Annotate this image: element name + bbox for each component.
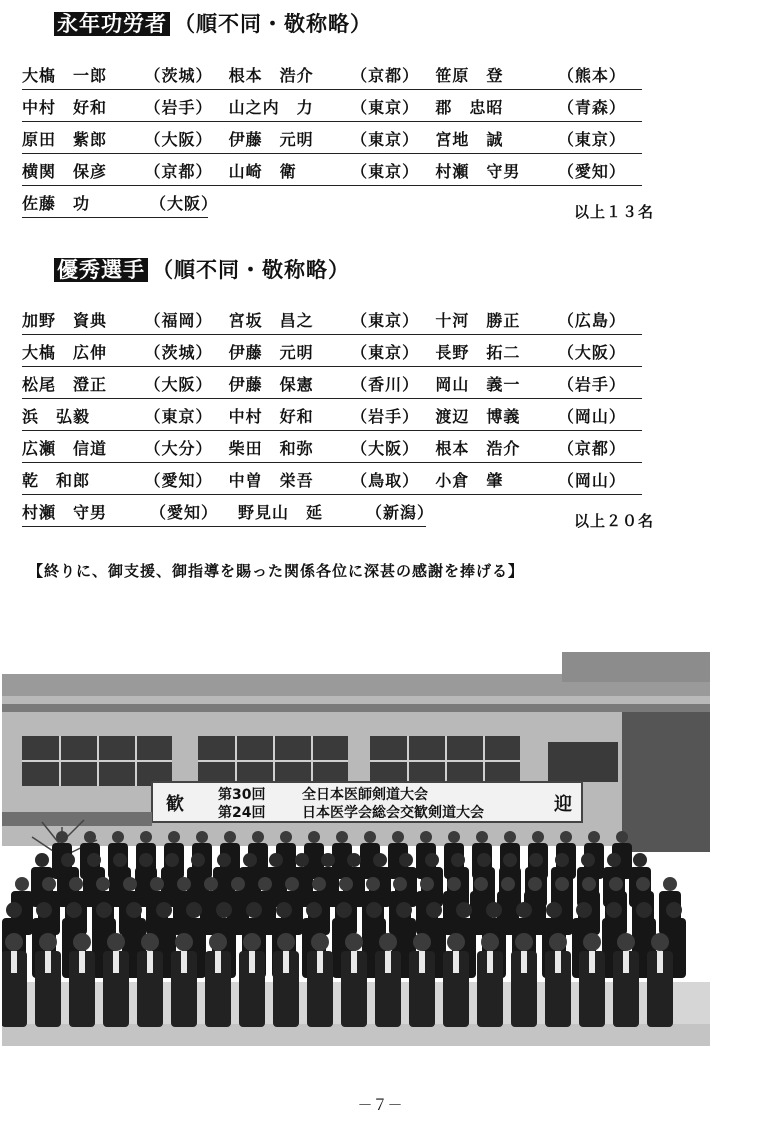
section-note: （順不同・敬称略） bbox=[152, 258, 350, 282]
person-head bbox=[191, 853, 205, 867]
person-head bbox=[126, 902, 142, 918]
section-heading-excellent-players bbox=[54, 254, 350, 284]
person-head bbox=[61, 853, 75, 867]
person-head bbox=[308, 831, 320, 843]
person-head bbox=[5, 933, 23, 951]
person-head bbox=[177, 877, 191, 891]
prefecture: （岡山） bbox=[557, 471, 626, 490]
person-head bbox=[175, 933, 193, 951]
prefecture: （東京） bbox=[351, 343, 420, 362]
person-head bbox=[426, 902, 442, 918]
person-head bbox=[607, 853, 621, 867]
person-head bbox=[345, 933, 363, 951]
person-head bbox=[582, 877, 596, 891]
person-shirt bbox=[419, 951, 425, 973]
prefecture: （愛知） bbox=[557, 162, 626, 181]
person-shirt bbox=[385, 951, 391, 973]
person-head bbox=[532, 831, 544, 843]
person-head bbox=[269, 853, 283, 867]
person-head bbox=[636, 902, 652, 918]
person-head bbox=[156, 902, 172, 918]
person-head bbox=[66, 902, 82, 918]
total-count: 以上１３名 bbox=[574, 203, 655, 221]
list-row bbox=[22, 401, 642, 431]
person-head bbox=[280, 831, 292, 843]
person-name: 岡山 義一 bbox=[435, 375, 521, 394]
person-head bbox=[633, 853, 647, 867]
person-head bbox=[379, 933, 397, 951]
person-head bbox=[501, 877, 515, 891]
person-head bbox=[339, 877, 353, 891]
list-row bbox=[22, 337, 642, 367]
banner-line2-text: 日本医学会総会交歓剣道大会 bbox=[302, 805, 484, 821]
person-head bbox=[616, 831, 628, 843]
prefecture: （東京） bbox=[351, 311, 420, 330]
person-head bbox=[246, 902, 262, 918]
person-head bbox=[216, 902, 232, 918]
list-row bbox=[22, 497, 435, 527]
person-name: 加野 資典 bbox=[22, 311, 108, 330]
person-head bbox=[420, 831, 432, 843]
prefecture: （大阪） bbox=[150, 194, 219, 213]
prefecture: （東京） bbox=[351, 98, 420, 117]
prefecture: （愛知） bbox=[150, 503, 219, 522]
person-head bbox=[663, 877, 677, 891]
person-head bbox=[56, 831, 68, 843]
prefecture: （鳥取） bbox=[351, 471, 420, 490]
prefecture: （広島） bbox=[557, 311, 626, 330]
person-head bbox=[243, 933, 261, 951]
person-name: 宮地 誠 bbox=[435, 130, 504, 149]
list-row bbox=[22, 60, 642, 90]
person-name: 根本 浩介 bbox=[228, 66, 314, 85]
person-head bbox=[364, 831, 376, 843]
person-head bbox=[529, 853, 543, 867]
person-head bbox=[373, 853, 387, 867]
person-head bbox=[224, 831, 236, 843]
person-name: 伊藤 元明 bbox=[228, 343, 314, 362]
person-name: 原田 紫郎 bbox=[22, 130, 108, 149]
person-name: 小倉 肇 bbox=[435, 471, 504, 490]
list-row bbox=[22, 92, 642, 122]
prefecture: （大阪） bbox=[144, 130, 213, 149]
person-head bbox=[186, 902, 202, 918]
person-head bbox=[139, 853, 153, 867]
person-head bbox=[112, 831, 124, 843]
person-head bbox=[555, 877, 569, 891]
person-head bbox=[312, 877, 326, 891]
list-row bbox=[22, 433, 642, 463]
person-head bbox=[425, 853, 439, 867]
person-head bbox=[336, 831, 348, 843]
person-head bbox=[295, 853, 309, 867]
person-name: 中曽 栄吾 bbox=[228, 471, 314, 490]
prefecture: （大阪） bbox=[144, 375, 213, 394]
person-head bbox=[477, 853, 491, 867]
person-name: 村瀬 守男 bbox=[435, 162, 521, 181]
person-head bbox=[36, 902, 52, 918]
person-head bbox=[243, 853, 257, 867]
banner-right: 迎 bbox=[554, 794, 572, 815]
person-head bbox=[447, 933, 465, 951]
person-head bbox=[366, 902, 382, 918]
person-name: 野見山 延 bbox=[238, 503, 324, 522]
person-head bbox=[456, 902, 472, 918]
person-head bbox=[252, 831, 264, 843]
person-shirt bbox=[487, 951, 493, 973]
person-head bbox=[336, 902, 352, 918]
person-shirt bbox=[249, 951, 255, 973]
person-head bbox=[39, 933, 57, 951]
person-name: 笹原 登 bbox=[435, 66, 504, 85]
person-head bbox=[35, 853, 49, 867]
person-head bbox=[42, 877, 56, 891]
person-head bbox=[609, 877, 623, 891]
person-head bbox=[528, 877, 542, 891]
person-head bbox=[196, 831, 208, 843]
person-head bbox=[96, 902, 112, 918]
section-label: 永年功労者 bbox=[54, 12, 170, 36]
person-head bbox=[276, 902, 292, 918]
person-name: 中村 好和 bbox=[22, 98, 108, 117]
group-photo bbox=[2, 652, 710, 1046]
person-name: 乾 和郎 bbox=[22, 471, 91, 490]
person-shirt bbox=[79, 951, 85, 973]
person-name: 柴田 和弥 bbox=[228, 439, 314, 458]
person-name: 伊藤 保憲 bbox=[228, 375, 314, 394]
prefecture: （福岡） bbox=[144, 311, 213, 330]
person-head bbox=[15, 877, 29, 891]
prefecture: （熊本） bbox=[557, 66, 626, 85]
person-shirt bbox=[351, 951, 357, 973]
person-head bbox=[140, 831, 152, 843]
person-head bbox=[6, 902, 22, 918]
person-shirt bbox=[147, 951, 153, 973]
group-photo-illustration bbox=[2, 652, 710, 1046]
person-head bbox=[474, 877, 488, 891]
person-head bbox=[606, 902, 622, 918]
person-name: 宮坂 昌之 bbox=[228, 311, 314, 330]
list-row bbox=[22, 305, 642, 335]
person-head bbox=[476, 831, 488, 843]
person-name: 大𣘺 広伸 bbox=[22, 343, 108, 362]
prefecture: （青森） bbox=[557, 98, 626, 117]
person-head bbox=[576, 902, 592, 918]
person-shirt bbox=[215, 951, 221, 973]
section-heading-long-service bbox=[54, 8, 372, 38]
list-row bbox=[22, 188, 219, 218]
person-head bbox=[204, 877, 218, 891]
person-head bbox=[165, 853, 179, 867]
person-name: 山之内 力 bbox=[228, 98, 314, 117]
person-shirt bbox=[555, 951, 561, 973]
person-head bbox=[347, 853, 361, 867]
person-name: 伊藤 元明 bbox=[228, 130, 314, 149]
person-head bbox=[420, 877, 434, 891]
person-name: 根本 浩介 bbox=[435, 439, 521, 458]
person-head bbox=[448, 831, 460, 843]
person-head bbox=[588, 831, 600, 843]
person-name: 長野 拓二 bbox=[435, 343, 521, 362]
person-name: 広瀬 信道 bbox=[22, 439, 108, 458]
person-shirt bbox=[113, 951, 119, 973]
prefecture: （大阪） bbox=[557, 343, 626, 362]
person-head bbox=[231, 877, 245, 891]
person-shirt bbox=[181, 951, 187, 973]
prefecture: （京都） bbox=[351, 66, 420, 85]
person-head bbox=[366, 877, 380, 891]
person-head bbox=[123, 877, 137, 891]
person-head bbox=[73, 933, 91, 951]
person-head bbox=[217, 853, 231, 867]
person-head bbox=[651, 933, 669, 951]
prefecture: （大阪） bbox=[351, 439, 420, 458]
person-name: 郡 忠昭 bbox=[435, 98, 504, 117]
prefecture: （愛知） bbox=[144, 471, 213, 490]
prefecture: （東京） bbox=[557, 130, 626, 149]
person-head bbox=[666, 902, 682, 918]
prefecture: （京都） bbox=[557, 439, 626, 458]
person-head bbox=[69, 877, 83, 891]
person-shirt bbox=[657, 951, 663, 973]
person-head bbox=[168, 831, 180, 843]
person-head bbox=[311, 933, 329, 951]
person-head bbox=[581, 853, 595, 867]
prefecture: （香川） bbox=[351, 375, 420, 394]
page-number: －７－ bbox=[357, 1096, 403, 1114]
person-name: 佐藤 功 bbox=[22, 194, 91, 213]
section-label: 優秀選手 bbox=[54, 258, 148, 282]
person-shirt bbox=[589, 951, 595, 973]
person-head bbox=[393, 877, 407, 891]
closing-note: 【終りに、御支援、御指導を賜った関係各位に深甚の感謝を捧げる】 bbox=[28, 562, 525, 580]
person-name: 中村 好和 bbox=[228, 407, 314, 426]
person-head bbox=[96, 877, 110, 891]
banner-line1-text: 全日本医師剣道大会 bbox=[302, 787, 428, 803]
person-head bbox=[504, 831, 516, 843]
prefecture: （東京） bbox=[144, 407, 213, 426]
person-head bbox=[150, 877, 164, 891]
person-shirt bbox=[453, 951, 459, 973]
prefecture: （岩手） bbox=[351, 407, 420, 426]
person-head bbox=[636, 877, 650, 891]
person-head bbox=[141, 933, 159, 951]
prefecture: （新潟） bbox=[366, 503, 435, 522]
person-shirt bbox=[11, 951, 17, 973]
person-name: 村瀬 守男 bbox=[22, 503, 108, 522]
person-shirt bbox=[317, 951, 323, 973]
person-head bbox=[549, 933, 567, 951]
person-head bbox=[560, 831, 572, 843]
total-count: 以上２０名 bbox=[574, 512, 655, 530]
person-head bbox=[87, 853, 101, 867]
person-shirt bbox=[623, 951, 629, 973]
prefecture: （岩手） bbox=[144, 98, 213, 117]
person-head bbox=[399, 853, 413, 867]
person-head bbox=[413, 933, 431, 951]
prefecture: （茨城） bbox=[144, 343, 213, 362]
person-head bbox=[555, 853, 569, 867]
person-shirt bbox=[521, 951, 527, 973]
banner-line1-number: 第30回 bbox=[218, 787, 266, 803]
person-head bbox=[451, 853, 465, 867]
person-shirt bbox=[45, 951, 51, 973]
prefecture: （岩手） bbox=[557, 375, 626, 394]
person-name: 浜 弘毅 bbox=[22, 407, 91, 426]
person-name: 横関 保彦 bbox=[22, 162, 108, 181]
person-head bbox=[447, 877, 461, 891]
person-name: 渡辺 博義 bbox=[435, 407, 521, 426]
prefecture: （岡山） bbox=[557, 407, 626, 426]
prefecture: （茨城） bbox=[144, 66, 213, 85]
person-head bbox=[546, 902, 562, 918]
person-head bbox=[515, 933, 533, 951]
person-name: 十河 勝正 bbox=[435, 311, 521, 330]
person-head bbox=[107, 933, 125, 951]
person-head bbox=[113, 853, 127, 867]
person-head bbox=[583, 933, 601, 951]
prefecture: （京都） bbox=[144, 162, 213, 181]
person-shirt bbox=[283, 951, 289, 973]
person-head bbox=[503, 853, 517, 867]
list-row bbox=[22, 465, 642, 495]
person-head bbox=[84, 831, 96, 843]
person-head bbox=[516, 902, 532, 918]
list-row bbox=[22, 124, 642, 154]
person-head bbox=[481, 933, 499, 951]
person-head bbox=[617, 933, 635, 951]
person-head bbox=[258, 877, 272, 891]
banner-left: 歓 bbox=[166, 794, 184, 815]
person-head bbox=[277, 933, 295, 951]
prefecture: （東京） bbox=[351, 130, 420, 149]
person-name: 松尾 澄正 bbox=[22, 375, 108, 394]
person-name: 山崎 衛 bbox=[228, 162, 297, 181]
person-head bbox=[486, 902, 502, 918]
list-row bbox=[22, 369, 642, 399]
banner-line2-number: 第24回 bbox=[218, 805, 266, 821]
person-head bbox=[392, 831, 404, 843]
prefecture: （大分） bbox=[144, 439, 213, 458]
person-head bbox=[321, 853, 335, 867]
person-head bbox=[306, 902, 322, 918]
person-name: 大𣘺 一郎 bbox=[22, 66, 108, 85]
prefecture: （東京） bbox=[351, 162, 420, 181]
list-row bbox=[22, 156, 642, 186]
person-head bbox=[285, 877, 299, 891]
person-head bbox=[209, 933, 227, 951]
person-head bbox=[396, 902, 412, 918]
section-note: （順不同・敬称略） bbox=[174, 12, 372, 36]
